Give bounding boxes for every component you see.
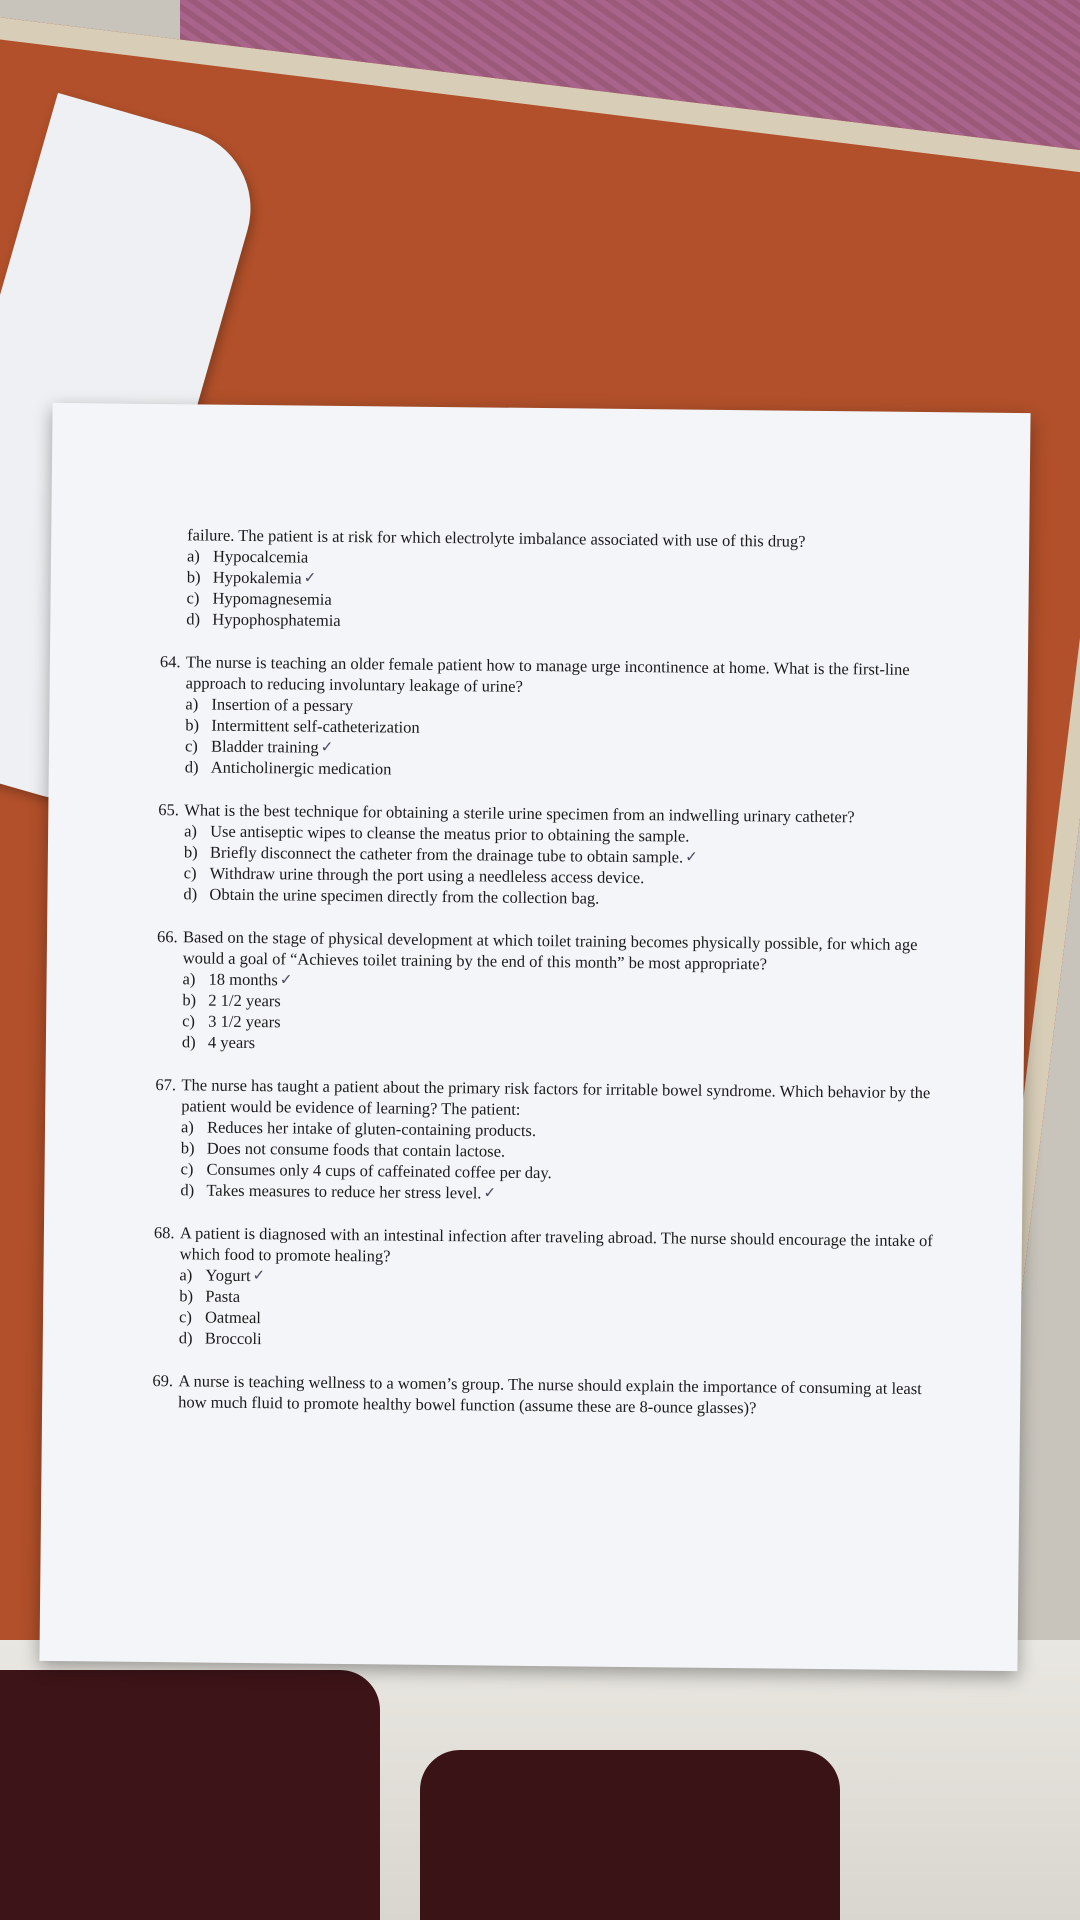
option-letter: c)	[182, 1011, 196, 1031]
option-letter: a)	[182, 969, 196, 989]
option-letter: a)	[179, 1265, 193, 1285]
question-text: The nurse is teaching an older female patient how to manage urge incontinence at home. What is the first-line approach to reducing involuntary leakage of urine?	[185, 652, 910, 696]
option-letter: d)	[186, 609, 201, 629]
option-letter: d)	[180, 1180, 195, 1200]
option-letter: b)	[183, 842, 198, 862]
option-text: 18 months	[208, 969, 278, 990]
option-letter: b)	[186, 567, 201, 587]
question-block	[152, 1370, 942, 1420]
check-mark-icon: ✓	[320, 737, 334, 756]
option-text: Hypocalcemia	[212, 546, 309, 567]
check-mark-icon: ✓	[252, 1266, 266, 1285]
option-letter: c)	[183, 863, 197, 883]
question-text: Based on the stage of physical development at which toilet training becomes physically possible, for which age would a goal of “Achieves toilet training by the end of this month” be most appropriate?	[182, 927, 918, 974]
pants-right	[420, 1750, 840, 1920]
question-text: A patient is diagnosed with an intestinal infection after traveling abroad. The nurse should encourage the intake of which food to promote healing?	[179, 1223, 933, 1266]
question-stem	[152, 1370, 942, 1420]
option-text: Insertion of a pessary	[211, 694, 354, 716]
question-list	[152, 651, 950, 1420]
option-letter: b)	[182, 990, 197, 1010]
question-text: The nurse has taught a patient about the primary risk factors for irritable bowel syndrome. Which behavior by the patient would be evidence of learning? The patient:	[181, 1075, 931, 1119]
question-block	[157, 799, 948, 912]
option-letter: d)	[178, 1328, 193, 1348]
question-continuation	[160, 524, 951, 637]
option-text: Does not consume foods that contain lactose.	[206, 1138, 506, 1161]
option-letter: d)	[184, 757, 199, 777]
option-text: Oatmeal	[204, 1307, 262, 1328]
option-text: Hypokalemia	[212, 567, 302, 588]
option-text: 4 years	[207, 1032, 256, 1053]
check-mark-icon: ✓	[279, 970, 293, 989]
option-letter: b)	[185, 715, 200, 735]
check-mark-icon: ✓	[483, 1183, 497, 1202]
option-text: Use antiseptic wipes to cleanse the meatus prior to obtaining the sample.	[210, 821, 690, 846]
question-text: A nurse is teaching wellness to a women’s group. The nurse should explain the importance of consuming at least how much fluid to promote healthy bowel function (assume these are 8-ounce glasses)?	[178, 1371, 922, 1418]
option-text: Hypomagnesemia	[212, 588, 332, 609]
option-text: Consumes only 4 cups of caffeinated coffee per day.	[206, 1159, 552, 1183]
option-text: Intermittent self-catheterization	[211, 715, 420, 737]
question-text: What is the best technique for obtaining a sterile urine specimen from an indwelling urinary catheter?	[184, 800, 855, 827]
question-number: 68.	[153, 1223, 175, 1243]
option-letter: d)	[183, 884, 198, 904]
option-text: Reduces her intake of gluten-containing products.	[206, 1117, 537, 1141]
option-text: 2 1/2 years	[208, 990, 281, 1011]
option-list	[160, 545, 951, 637]
check-mark-icon: ✓	[685, 847, 698, 866]
option-letter: a)	[180, 1117, 194, 1137]
option-letter: a)	[186, 546, 200, 566]
question-number: 65.	[158, 800, 180, 820]
question-number: 66.	[156, 927, 178, 947]
question-block	[159, 651, 950, 785]
pants-left	[0, 1670, 380, 1920]
question-number: 69.	[152, 1371, 174, 1391]
option-letter: a)	[184, 821, 198, 841]
option-text: Withdraw urine through the port using a needleless access device.	[209, 863, 645, 888]
option-letter: c)	[186, 588, 200, 608]
option-letter: b)	[179, 1286, 194, 1306]
option-text: Obtain the urine specimen directly from the collection bag.	[209, 884, 600, 908]
check-mark-icon: ✓	[303, 568, 317, 587]
question-block	[154, 1074, 945, 1208]
option-letter: a)	[185, 694, 199, 714]
option-text: Takes measures to reduce her stress level.	[206, 1180, 482, 1203]
question-number: 64.	[159, 652, 181, 672]
option-text: Broccoli	[204, 1328, 262, 1349]
option-letter: b)	[180, 1138, 195, 1158]
exam-page	[39, 403, 1030, 1671]
question-stem: failure. The patient is at risk for which electrolyte imbalance associated with use of this drug?	[187, 525, 806, 551]
option-text: Bladder training	[210, 736, 319, 757]
question-stem	[154, 1222, 944, 1272]
option-text: Anticholinergic medication	[210, 757, 392, 779]
option-text: Hypophosphatemia	[212, 609, 341, 630]
question-block	[156, 926, 947, 1060]
option-letter: d)	[181, 1032, 196, 1052]
option-letter: c)	[184, 736, 198, 756]
option-text: Briefly disconnect the catheter from the drainage tube to obtain sample.	[209, 842, 684, 867]
option-text: Yogurt	[205, 1265, 251, 1286]
option-letter: c)	[180, 1159, 194, 1179]
option-text: 3 1/2 years	[208, 1011, 281, 1032]
page-content	[152, 524, 951, 1442]
question-block	[153, 1222, 944, 1356]
option-letter: c)	[178, 1307, 192, 1327]
option-text: Pasta	[205, 1286, 241, 1306]
question-number: 67.	[155, 1075, 177, 1095]
